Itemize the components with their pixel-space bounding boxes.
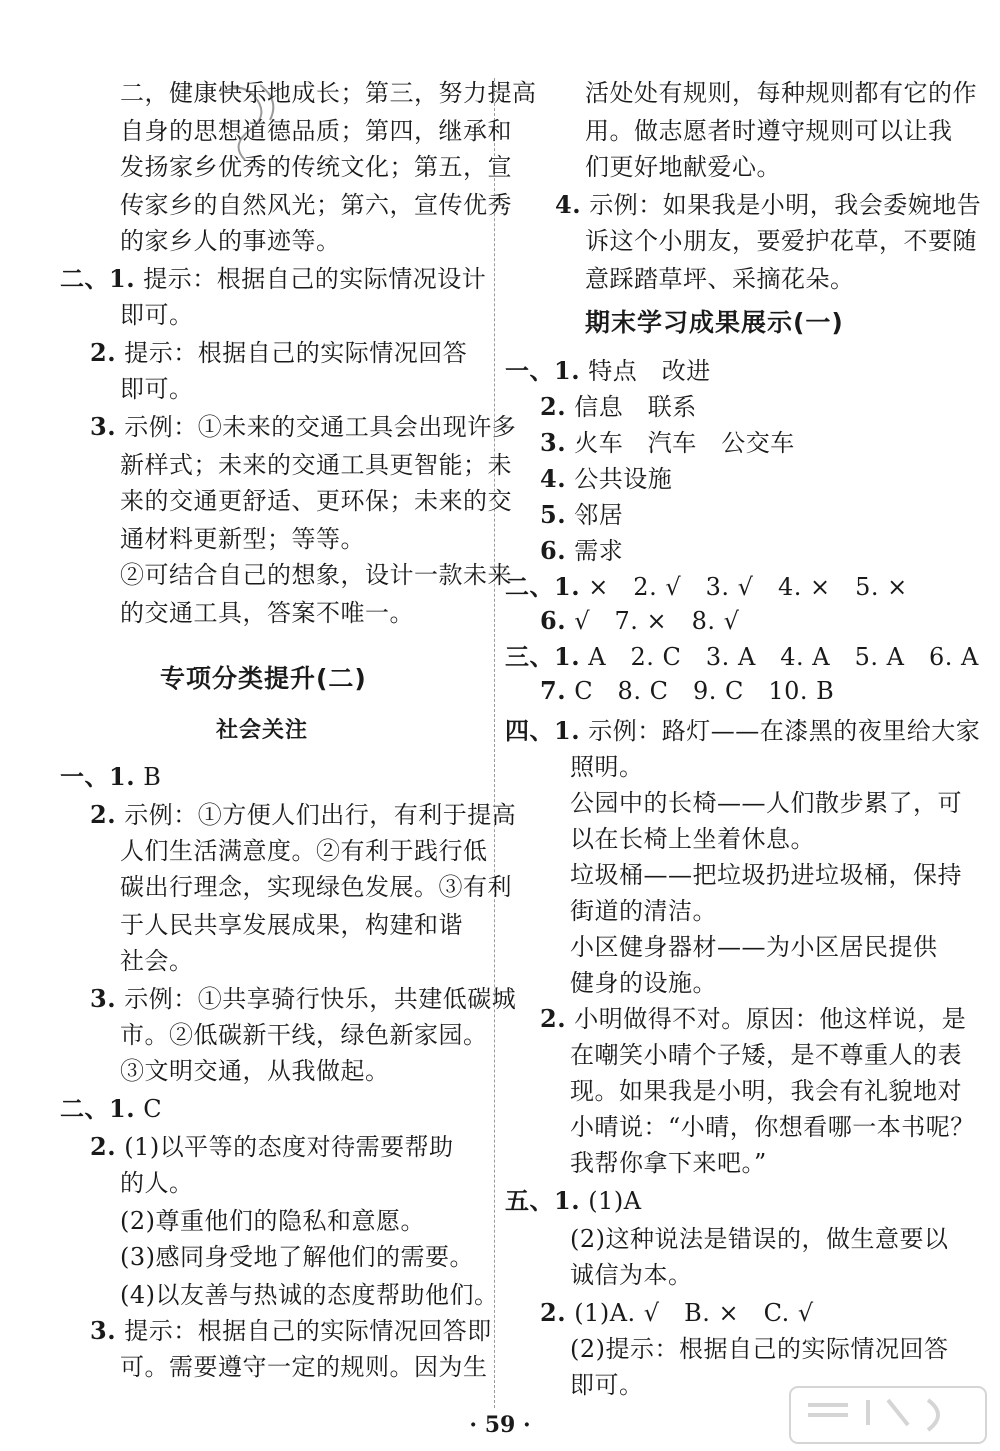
answer-item: 2. (1)A. √ B. × C. √ [540,1298,814,1327]
answer-item: 2. 信息 联系 [540,392,697,421]
answer-item: 2. 提示：根据自己的实际情况回答 [90,338,468,367]
text-line: 街道的清洁。 [570,897,717,925]
answer-item: 五、1. (1)A [505,1186,642,1215]
answer-item: 6. 需求 [540,536,624,565]
text-line: (4)以友善与热诚的态度帮助他们。 [120,1281,499,1309]
text-line: 自身的思想道德品质；第四，继承和 [120,117,512,145]
section-title: 专项分类提升(二) [160,664,367,693]
text-line: 即可。 [120,301,194,329]
text-line: 传家乡的自然风光；第六，宣传优秀 [120,191,512,219]
text-line: 活处处有规则，每种规则都有它的作 [585,79,977,107]
text-line: 小晴说：“小晴，你想看哪一本书呢？ [570,1113,975,1141]
answer-item: 一、1. 特点 改进 [505,356,711,385]
text-line: 即可。 [120,375,194,403]
answer-item: 3. 火车 汽车 公交车 [540,428,795,457]
section-subtitle: 社会关注 [216,718,309,743]
answer-item: 二、1. C [60,1094,163,1123]
text-line: (2)提示：根据自己的实际情况回答 [570,1335,949,1363]
section-title: 期末学习成果展示(一) [585,308,844,337]
answer-item: 3. 示例：①共享骑行快乐，共建低碳城 [90,984,517,1013]
text-line: 们更好地献爱心。 [585,153,781,181]
text-line: 市。②低碳新干线，绿色新家园。 [120,1021,488,1049]
text-line: 于人民共享发展成果，构建和谐 [120,911,463,939]
answer-item: 2. (1)以平等的态度对待需要帮助 [90,1132,454,1161]
text-line: 意踩踏草坪、采摘花朵。 [585,265,855,293]
text-line: 来的交通更舒适、更环保；未来的交 [120,487,512,515]
text-line: 健身的设施。 [570,969,717,997]
answer-item: 4. 示例：如果我是小明，我会委婉地告 [555,190,982,219]
text-line: (2)尊重他们的隐私和意愿。 [120,1207,425,1235]
text-line: 发扬家乡优秀的传统文化；第五，宣 [120,153,512,181]
text-line: 社会。 [120,947,194,975]
text-line: 的交通工具，答案不唯一。 [120,599,414,627]
column-divider [494,78,495,1408]
text-line: 碳出行理念，实现绿色发展。③有利 [120,873,512,901]
text-line: 照明。 [570,753,644,781]
answer-item: 三、1. A 2. C 3. A 4. A 5. A 6. A [505,642,979,671]
stamp-mark-icon [210,75,290,175]
answer-item: 二、1. × 2. √ 3. √ 4. × 5. × [505,572,908,601]
answer-item: 四、1. 示例：路灯——在漆黑的夜里给大家 [505,716,981,745]
answer-item: 二、1. 提示：根据自己的实际情况设计 [60,264,487,293]
text-line: 新样式；未来的交通工具更智能；未 [120,451,512,479]
text-line: (3)感同身受地了解他们的需要。 [120,1243,474,1271]
answer-item: 2. 示例：①方便人们出行，有利于提高 [90,800,517,829]
answer-item: 3. 提示：根据自己的实际情况回答即 [90,1316,492,1345]
answer-item: 3. 示例：①未来的交通工具会出现许多 [90,412,517,441]
answer-item: 7. C 8. C 9. C 10. B [540,676,835,705]
text-line: 垃圾桶——把垃圾扔进垃圾桶，保持 [570,861,962,889]
text-line: 诚信为本。 [570,1261,693,1289]
text-line: 二，健康快乐地成长；第三，努力提高 [120,79,537,107]
text-line: 现。如果我是小明，我会有礼貌地对 [570,1077,962,1105]
text-line: 在嘲笑小晴个子矮，是不尊重人的表 [570,1041,962,1069]
answer-item: 2. 小明做得不对。原因：他这样说，是 [540,1004,967,1033]
text-line: ②可结合自己的想象，设计一款未来 [120,561,512,589]
text-line: 我帮你拿下来吧。” [570,1149,767,1177]
answer-item: 5. 邻居 [540,500,624,529]
text-line: 可。需要遵守一定的规则。因为生 [120,1353,488,1381]
text-line: (2)这种说法是错误的，做生意要以 [570,1225,949,1253]
text-line: 诉这个小朋友，要爱护花草，不要随 [585,227,977,255]
answer-item: 4. 公共设施 [540,464,673,493]
text-line: 即可。 [570,1371,644,1399]
text-line: 小区健身器材——为小区居民提供 [570,933,938,961]
text-line: 的人。 [120,1169,194,1197]
text-line: 通材料更新型；等等。 [120,525,365,553]
text-line: 公园中的长椅——人们散步累了，可 [570,789,962,817]
text-line: 用。做志愿者时遵守规则可以让我 [585,117,953,145]
text-line: 以在长椅上坐着休息。 [570,825,815,853]
text-line: 的家乡人的事迹等。 [120,227,341,255]
answer-item: 6. √ 7. × 8. √ [540,606,740,635]
page-number: · 59 · [469,1412,531,1438]
text-line: 人们生活满意度。②有利于践行低 [120,837,488,865]
text-line: ③文明交通，从我做起。 [120,1057,390,1085]
answer-item: 一、1. B [60,762,162,791]
